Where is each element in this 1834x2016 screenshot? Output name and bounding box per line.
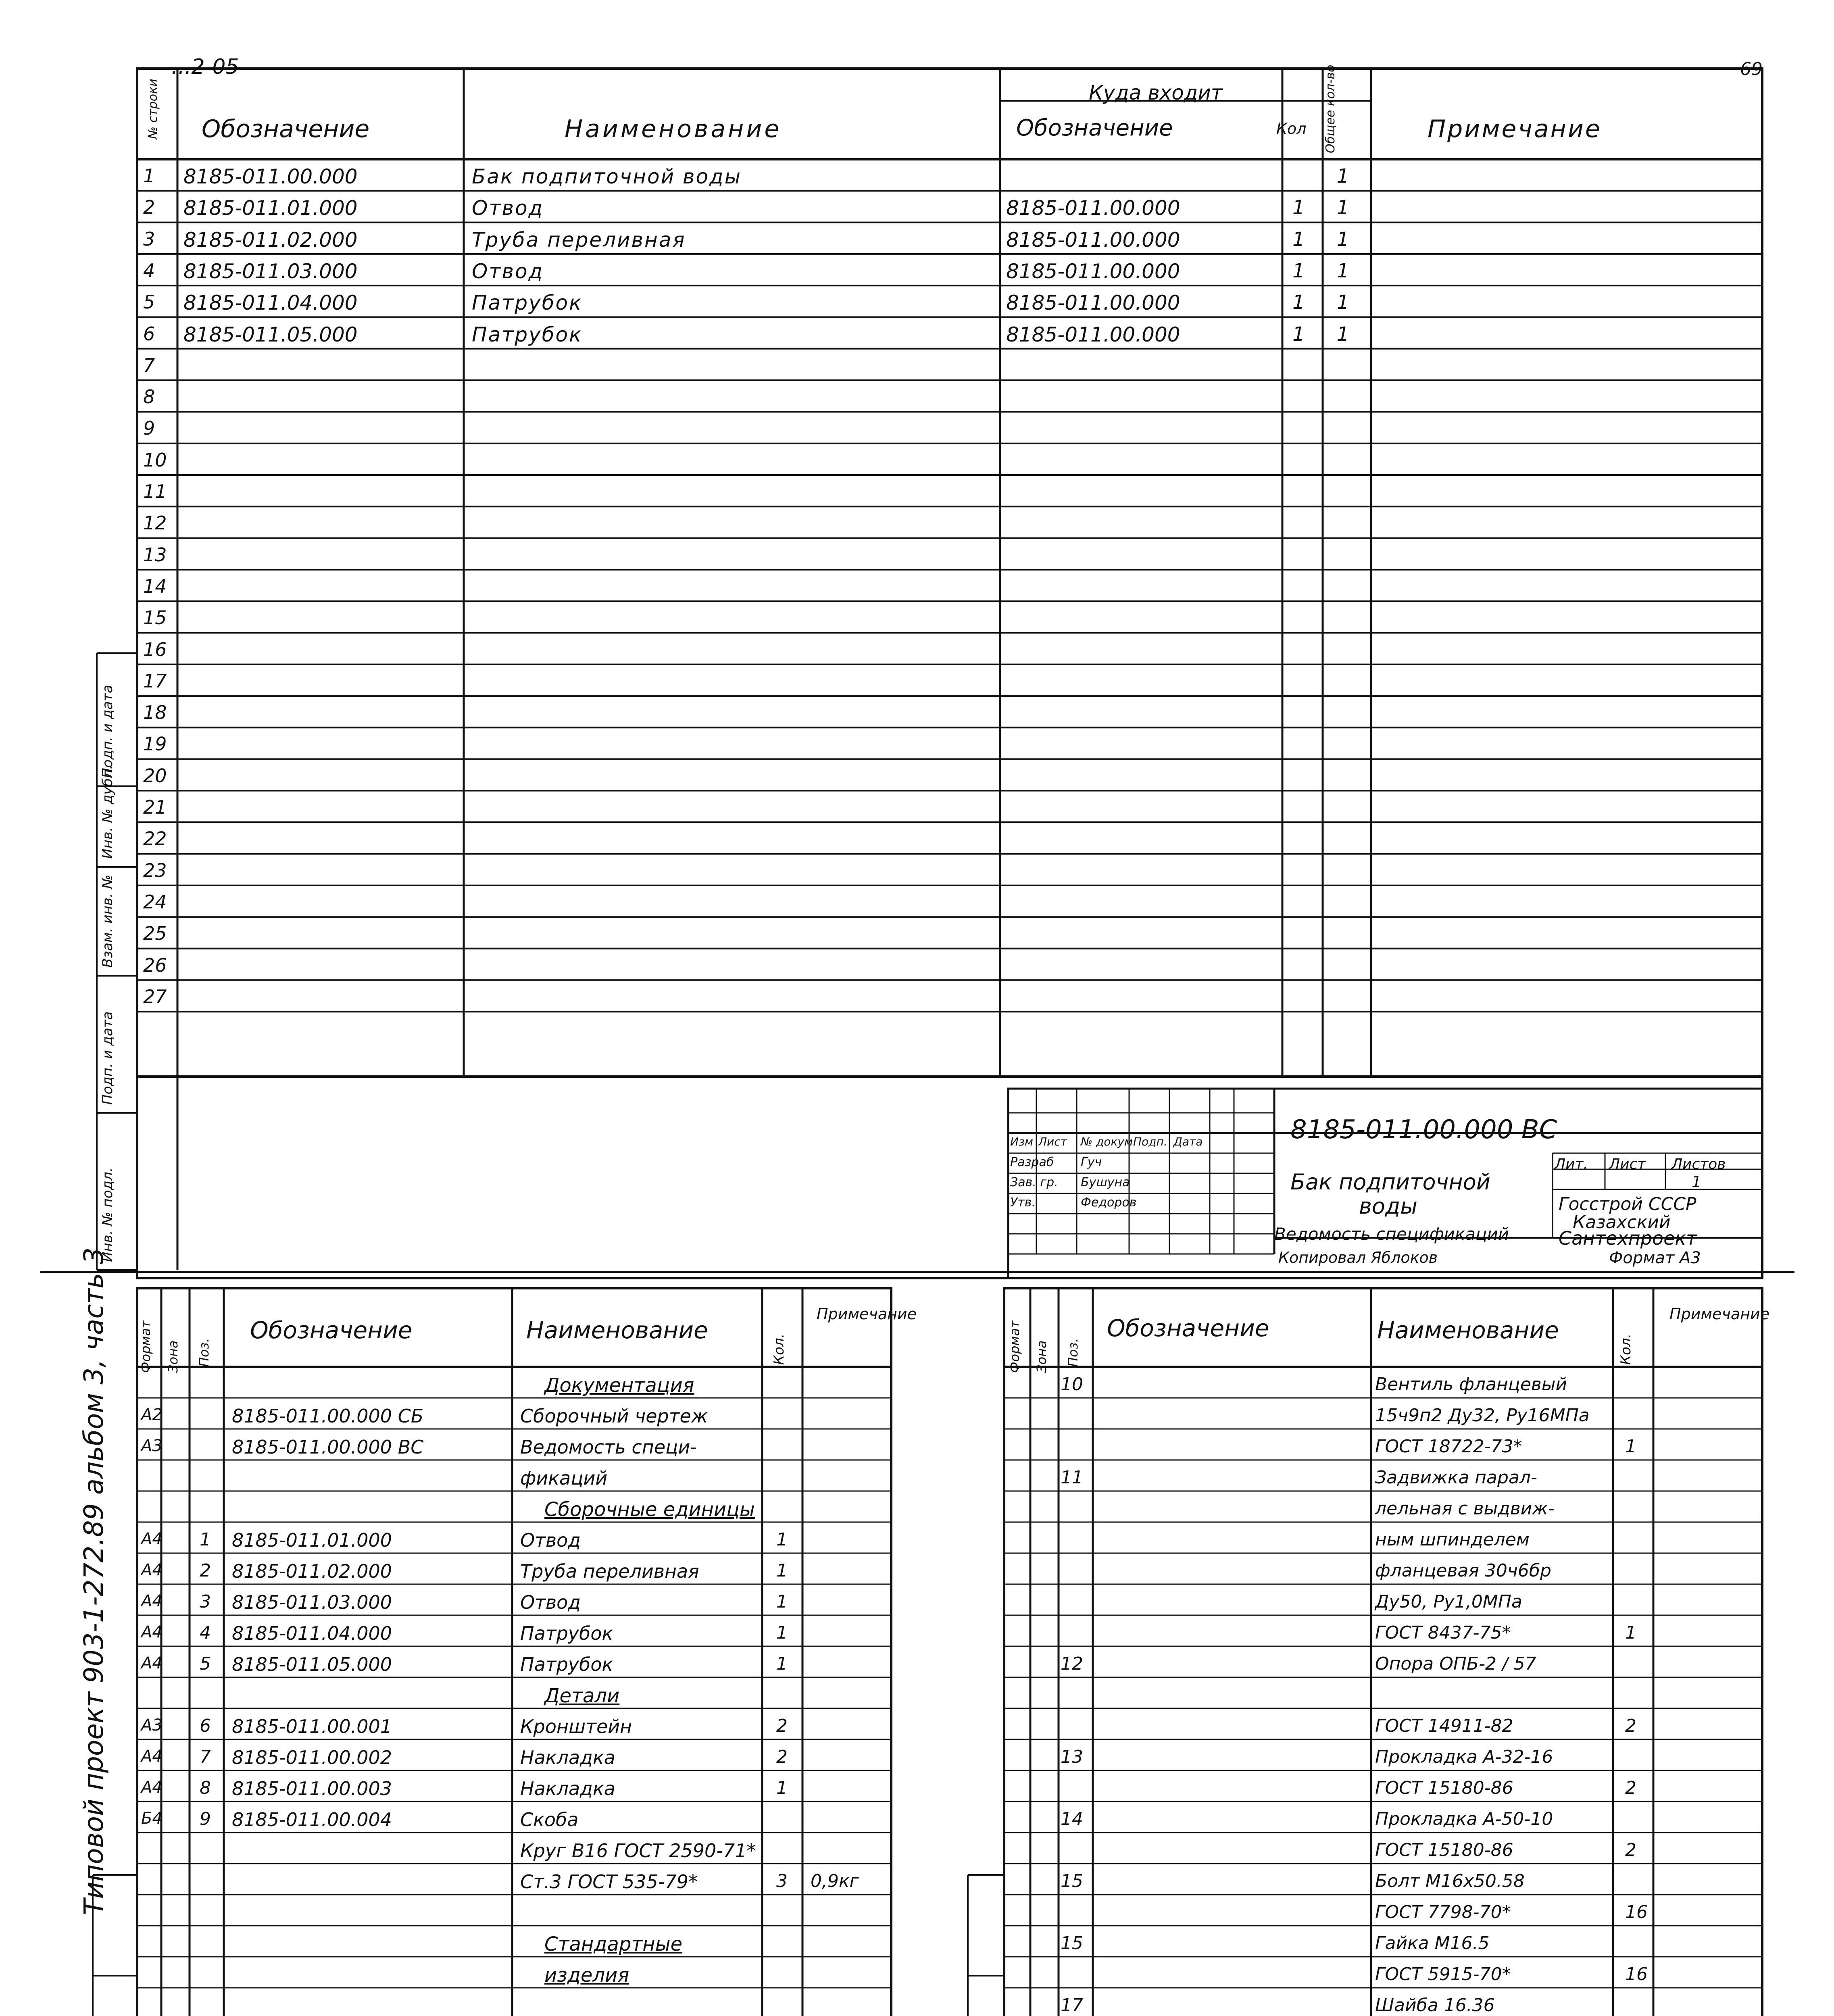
stamp-role: Утв. [1010, 1195, 1036, 1210]
top-doc-title-line1: Бак подпиточной [1290, 1169, 1490, 1195]
bl-header-format: Формат [138, 1320, 153, 1373]
br-header-name: Наименование [1377, 1316, 1559, 1344]
br-row-name: ГОСТ 8437-75* [1375, 1622, 1511, 1643]
bl-row-name: Скоба [520, 1809, 579, 1831]
bl-row-designation: 8185-011.03.000 [232, 1591, 392, 1613]
br-row-pos: 13 [1061, 1747, 1083, 1767]
bl-row-name: Накладка [520, 1747, 615, 1768]
br-row-name: ГОСТ 7798-70* [1375, 1902, 1511, 1922]
bl-section-heading: Сборочные единицы [544, 1498, 755, 1521]
top-row-name: Отвод [472, 196, 544, 220]
br-row-name: Болт М16х50.58 [1375, 1871, 1525, 1891]
bl-header-qty: Кол. [771, 1333, 787, 1365]
top-row-number: 23 [143, 859, 167, 881]
top-row-total: 1 [1337, 259, 1349, 282]
top-sheets-label: Листов [1671, 1156, 1726, 1173]
bl-row-name: Кронштейн [520, 1716, 632, 1737]
br-row-name: Задвижка парал- [1375, 1467, 1537, 1488]
br-row-name: фланцевая 30ч6бр [1375, 1560, 1551, 1581]
top-row-total: 1 [1337, 323, 1349, 346]
top-row-designation: 8185-011.01.000 [183, 196, 358, 220]
bl-row-format: А2 [141, 1406, 163, 1424]
bl-row-format: А4 [141, 1530, 163, 1548]
top-doc-title-line2: воды [1359, 1193, 1417, 1219]
top-row-name: Патрубок [472, 291, 583, 315]
top-row-number: 27 [143, 985, 167, 1008]
top-sheet-frame [137, 69, 1762, 1278]
bl-row-name: Круг В16 ГОСТ 2590-71* [520, 1840, 756, 1862]
top-row-designation: 8185-011.03.000 [183, 259, 358, 283]
br-row-qty: 16 [1625, 1902, 1648, 1922]
br-row-name: Гайка М16.5 [1375, 1933, 1490, 1954]
top-row-number: 9 [143, 417, 155, 439]
top-row-number: 17 [143, 670, 167, 692]
stamp-header-cell: Дата [1173, 1135, 1203, 1148]
bl-row-format: А4 [141, 1592, 163, 1610]
top-row-number: 7 [143, 354, 155, 376]
br-header-designation: Обозначение [1107, 1314, 1269, 1342]
bl-row-name: Сборочный чертеж [520, 1405, 708, 1427]
stamp-name: Бушуна [1081, 1175, 1130, 1189]
top-org-1: Госстрой СССР [1559, 1194, 1696, 1214]
bl-row-designation: 8185-011.00.001 [232, 1716, 392, 1737]
stamp-role: Зав. гр. [1010, 1175, 1058, 1189]
top-org-2: Казахский [1573, 1212, 1671, 1233]
br-row-pos: 15 [1061, 1933, 1083, 1954]
br-row-name: ГОСТ 5915-70* [1375, 1964, 1511, 1985]
top-row-designation: 8185-011.04.000 [183, 291, 358, 315]
top-row-qty: 1 [1292, 291, 1305, 314]
br-row-name: ГОСТ 15180-86 [1375, 1840, 1513, 1860]
top-margin-label: Инв. № подл. [100, 1167, 116, 1262]
bl-row-pos: 8 [200, 1778, 211, 1798]
bl-header-zone: Зона [165, 1340, 181, 1373]
bl-row-designation: 8185-011.00.004 [232, 1809, 392, 1831]
bl-row-pos: 7 [200, 1747, 211, 1767]
stamp-header-cell: Лист [1038, 1135, 1067, 1148]
bl-row-format: А4 [141, 1623, 163, 1641]
bl-row-format: А4 [141, 1747, 163, 1766]
bl-header-pos: Поз. [196, 1338, 212, 1367]
top-row-name: Бак подпиточной воды [472, 165, 742, 188]
br-row-qty: 16 [1625, 1964, 1648, 1985]
bl-header-designation: Обозначение [250, 1316, 413, 1344]
top-row-number: 10 [143, 449, 167, 471]
col-header-row-number: № строки [146, 79, 160, 139]
top-row-designation: 8185-011.02.000 [183, 228, 358, 252]
top-row-qty: 1 [1292, 228, 1305, 251]
br-header-pos: Поз. [1065, 1338, 1081, 1367]
stamp-header-cell: Подп. [1133, 1135, 1167, 1148]
top-row-qty: 1 [1292, 323, 1305, 346]
bl-section-heading: изделия [544, 1964, 629, 1987]
bl-row-qty: 3 [776, 1871, 788, 1891]
top-row-number: 11 [143, 481, 167, 502]
stamp-header-cell: Изм [1010, 1135, 1033, 1148]
br-row-name: 15ч9п2 Ду32, Ру16МПа [1375, 1405, 1590, 1426]
top-row-where: 8185-011.00.000 [1006, 196, 1180, 220]
bl-row-designation: 8185-011.00.003 [232, 1778, 392, 1799]
top-row-number: 14 [143, 575, 167, 597]
col-header-note: Примечание [1428, 115, 1602, 143]
bl-row-pos: 3 [200, 1591, 211, 1612]
top-row-where: 8185-011.00.000 [1006, 228, 1180, 252]
top-copied-by: Копировал Яблоков [1278, 1249, 1438, 1266]
top-row-total: 1 [1337, 228, 1349, 251]
top-sheets-value: 1 [1692, 1173, 1702, 1191]
bl-row-name: Патрубок [520, 1654, 613, 1675]
top-row-number: 19 [143, 733, 167, 755]
col-header-total-qty: Общее кол-во [1323, 65, 1338, 153]
top-row-number: 20 [143, 764, 167, 787]
bl-row-format: А3 [141, 1437, 163, 1455]
br-row-name: ГОСТ 15180-86 [1375, 1778, 1513, 1798]
bl-header-name: Наименование [526, 1316, 708, 1344]
top-margin-label: Инв. № дубл. [100, 765, 116, 859]
bl-row-qty: 1 [776, 1560, 788, 1581]
bl-row-qty: 2 [776, 1716, 788, 1736]
bl-row-name: Ведомость специ- [520, 1436, 697, 1458]
top-row-qty: 1 [1292, 196, 1305, 219]
bl-row-pos: 4 [200, 1622, 211, 1643]
bl-section-heading: Детали [544, 1685, 620, 1707]
top-row-number: 6 [143, 323, 155, 345]
bl-row-format: А3 [141, 1716, 163, 1735]
bl-row-format: А4 [141, 1778, 163, 1797]
top-row-number: 26 [143, 954, 167, 976]
bl-row-name: Отвод [520, 1591, 581, 1613]
bl-row-name: Отвод [520, 1529, 581, 1551]
bl-row-qty: 1 [776, 1654, 788, 1674]
top-row-number: 4 [143, 259, 155, 281]
top-margin-label: Подп. и дата [100, 685, 116, 778]
br-row-pos: 15 [1061, 1871, 1083, 1891]
bl-row-designation: 8185-011.05.000 [232, 1654, 392, 1675]
top-row-designation: 8185-011.05.000 [183, 323, 358, 346]
bl-section-heading: Стандартные [544, 1933, 683, 1956]
br-row-qty: 1 [1625, 1436, 1636, 1457]
top-doc-code: 8185-011.00.000 ВС [1290, 1115, 1557, 1145]
bl-row-pos: 1 [200, 1529, 211, 1550]
br-header-qty: Кол. [1618, 1333, 1634, 1365]
top-row-qty: 1 [1292, 259, 1305, 282]
br-row-name: Вентиль фланцевый [1375, 1374, 1567, 1395]
top-row-total: 1 [1337, 291, 1349, 314]
project-caption: Типовой проект 903-1-272.89 альбом 3, часть 3 [78, 1247, 109, 1915]
bl-row-designation: 8185-011.01.000 [232, 1529, 392, 1551]
bl-section-heading: Документация [544, 1374, 694, 1397]
br-row-pos: 11 [1061, 1467, 1083, 1488]
top-org-3: Сантехпроект [1559, 1227, 1697, 1249]
br-row-qty: 2 [1625, 1840, 1636, 1860]
top-margin-label: Взам. инв. № [100, 875, 116, 968]
bl-row-designation: 8185-011.02.000 [232, 1560, 392, 1582]
br-row-pos: 10 [1061, 1374, 1083, 1395]
bl-row-pos: 6 [200, 1716, 211, 1736]
br-row-name: лельная с выдвиж- [1375, 1498, 1555, 1519]
bl-row-designation: 8185-011.00.002 [232, 1747, 392, 1768]
bl-row-pos: 9 [200, 1809, 211, 1829]
top-format: Формат А3 [1609, 1249, 1701, 1267]
bl-row-format: Б4 [141, 1809, 163, 1828]
bl-row-qty: 1 [776, 1529, 788, 1550]
br-row-name: Опора ОПБ-2 / 57 [1375, 1654, 1536, 1674]
bl-row-name: фикаций [520, 1467, 608, 1489]
col-header-where-group: Куда входит [1089, 81, 1223, 104]
top-doc-subtitle: Ведомость спецификаций [1274, 1224, 1509, 1244]
bl-row-pos: 2 [200, 1560, 211, 1581]
bl-row-qty: 1 [776, 1591, 788, 1612]
top-row-number: 15 [143, 607, 167, 629]
top-row-number: 1 [143, 165, 155, 187]
bl-row-designation: 8185-011.04.000 [232, 1622, 392, 1644]
br-row-name: ГОСТ 14911-82 [1375, 1716, 1513, 1736]
bl-row-qty: 1 [776, 1622, 788, 1643]
top-row-number: 24 [143, 891, 167, 913]
top-row-number: 5 [143, 291, 155, 313]
br-row-name: Шайба 16.36 [1375, 1995, 1495, 2016]
top-row-number: 21 [143, 796, 167, 818]
bl-row-qty: 1 [776, 1778, 788, 1798]
top-row-where: 8185-011.00.000 [1006, 291, 1180, 315]
sheet-number: 69 [1740, 59, 1763, 79]
top-margin-label: Подп. и дата [100, 1011, 116, 1105]
bl-row-name: Патрубок [520, 1622, 613, 1644]
br-row-pos: 14 [1061, 1809, 1083, 1829]
bl-row-designation: 8185-011.00.000 ВС [232, 1436, 424, 1458]
top-row-number: 3 [143, 228, 155, 250]
top-row-name: Патрубок [472, 323, 583, 346]
top-row-number: 16 [143, 638, 167, 660]
col-header-where-designation: Обозначение [1016, 115, 1173, 141]
stamp-role: Разраб [1010, 1155, 1054, 1169]
col-header-designation: Обозначение [202, 115, 370, 143]
br-row-qty: 1 [1625, 1622, 1636, 1643]
br-row-name: ным шпинделем [1375, 1529, 1530, 1550]
stamp-header-cell: № докум. [1081, 1135, 1137, 1148]
br-row-name: Ду50, Ру1,0МПа [1375, 1591, 1522, 1612]
bl-row-name: Труба переливная [520, 1560, 699, 1582]
bl-header-note: Примечание [817, 1305, 917, 1323]
top-row-where: 8185-011.00.000 [1006, 259, 1180, 283]
top-row-name: Труба переливная [472, 228, 686, 252]
stamp-name: Гуч [1081, 1155, 1102, 1169]
br-header-zone: Зона [1034, 1340, 1049, 1373]
top-row-number: 8 [143, 386, 155, 408]
bl-row-format: А4 [141, 1654, 163, 1672]
stamp-name: Федоров [1081, 1195, 1137, 1210]
corner-label: ...2-05 [171, 55, 239, 79]
top-sheet-label: Лист [1609, 1156, 1646, 1173]
br-row-qty: 2 [1625, 1778, 1636, 1798]
br-header-note: Примечание [1669, 1305, 1770, 1323]
br-row-name: Прокладка А-50-10 [1375, 1809, 1553, 1829]
top-row-where: 8185-011.00.000 [1006, 323, 1180, 346]
br-row-pos: 17 [1061, 1995, 1083, 2016]
top-lit-label: Лит. [1555, 1156, 1588, 1173]
bl-row-name: Накладка [520, 1778, 615, 1799]
bl-row-format: А4 [141, 1561, 163, 1579]
top-row-name: Отвод [472, 259, 544, 283]
top-row-number: 13 [143, 544, 167, 566]
top-row-number: 18 [143, 702, 167, 724]
top-row-number: 12 [143, 512, 167, 534]
top-row-total: 1 [1337, 196, 1349, 219]
br-row-qty: 2 [1625, 1716, 1636, 1736]
br-row-name: Прокладка А-32-16 [1375, 1747, 1553, 1767]
bl-row-pos: 5 [200, 1654, 211, 1674]
top-row-number: 25 [143, 923, 167, 945]
br-row-name: ГОСТ 18722-73* [1375, 1436, 1522, 1457]
top-row-number: 2 [143, 196, 155, 219]
br-header-format: Формат [1007, 1320, 1022, 1373]
bl-row-name: Ст.3 ГОСТ 535-79* [520, 1871, 698, 1893]
bl-row-qty: 2 [776, 1747, 788, 1767]
top-row-designation: 8185-011.00.000 [183, 165, 358, 188]
br-row-pos: 12 [1061, 1654, 1083, 1674]
bl-row-designation: 8185-011.00.000 СБ [232, 1405, 424, 1427]
top-row-total: 1 [1337, 165, 1349, 187]
bl-row-note: 0,9кг [811, 1871, 859, 1891]
col-header-where-qty: Кол [1276, 120, 1307, 137]
col-header-name: Наименование [565, 115, 782, 143]
top-row-number: 22 [143, 828, 167, 850]
